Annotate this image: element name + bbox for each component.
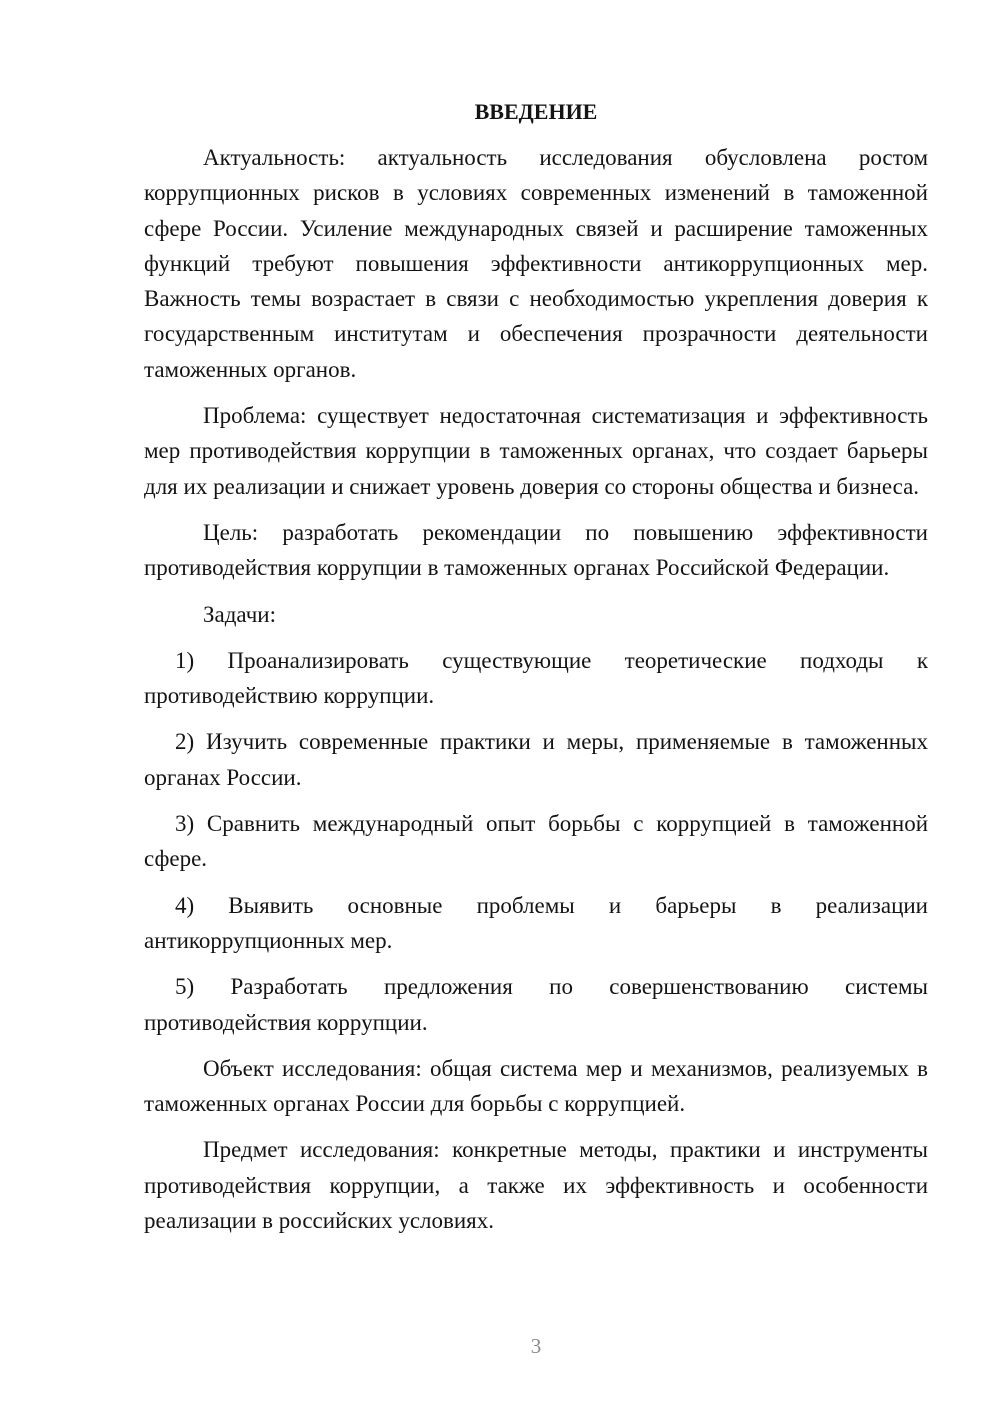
paragraph-object: Объект исследования: общая система мер и механизмов, реализуемых в таможенных органах России для борьбы с коррупцией. <box>144 1055 928 1117</box>
list-item-task-2: 2) Изучить современные практики и меры, применяемые в таможенных органах России. <box>144 729 928 790</box>
section-heading: ВВЕДЕНИЕ <box>474 99 598 124</box>
list-item-task-3: 3) Сравнить международный опыт борьбы с коррупцией в таможенной сфере. <box>144 811 928 872</box>
list-item-task-4: 4) Выявить основные проблемы и барьеры в реализации антикоррупционных мер. <box>144 892 928 953</box>
document-page <box>144 94 928 1238</box>
paragraph-subject: Предмет исследования: конкретные методы, практики и инструменты противодействия коррупции, а также их эффективность и особенности реализации в российских условиях. <box>144 1137 928 1234</box>
paragraph-goal: Цель: разработать рекомендации по повышению эффективности противодействия коррупции в таможенных органах Российской Федерации. <box>144 519 928 581</box>
list-item-task-5: 5) Разработать предложения по совершенствованию системы противодействия коррупции. <box>144 974 928 1035</box>
paragraph-tasks-heading: Задачи: <box>203 601 276 627</box>
paragraph-relevance: Актуальность: актуальность исследования обусловлена ростом коррупционных рисков в условиях современных изменений в таможенной сфере России. Усиление международных связей и расширение таможенных функций требуют повышения эффективности антикоррупционных мер. Важность темы возрастает в связи с необходимостью укрепления доверия к государственным институтам и обеспечения прозрачности деятельности таможенных органов. <box>144 145 928 382</box>
list-item-task-1: 1) Проанализировать существующие теоретические подходы к противодействию коррупции. <box>144 647 928 709</box>
page-number: 3 <box>530 1334 542 1358</box>
paragraph-problem: Проблема: существует недостаточная систематизация и эффективность мер противодействия коррупции в таможенных органах, что создает барьеры для их реализации и снижает уровень доверия со стороны общества и бизнеса. <box>144 403 928 499</box>
